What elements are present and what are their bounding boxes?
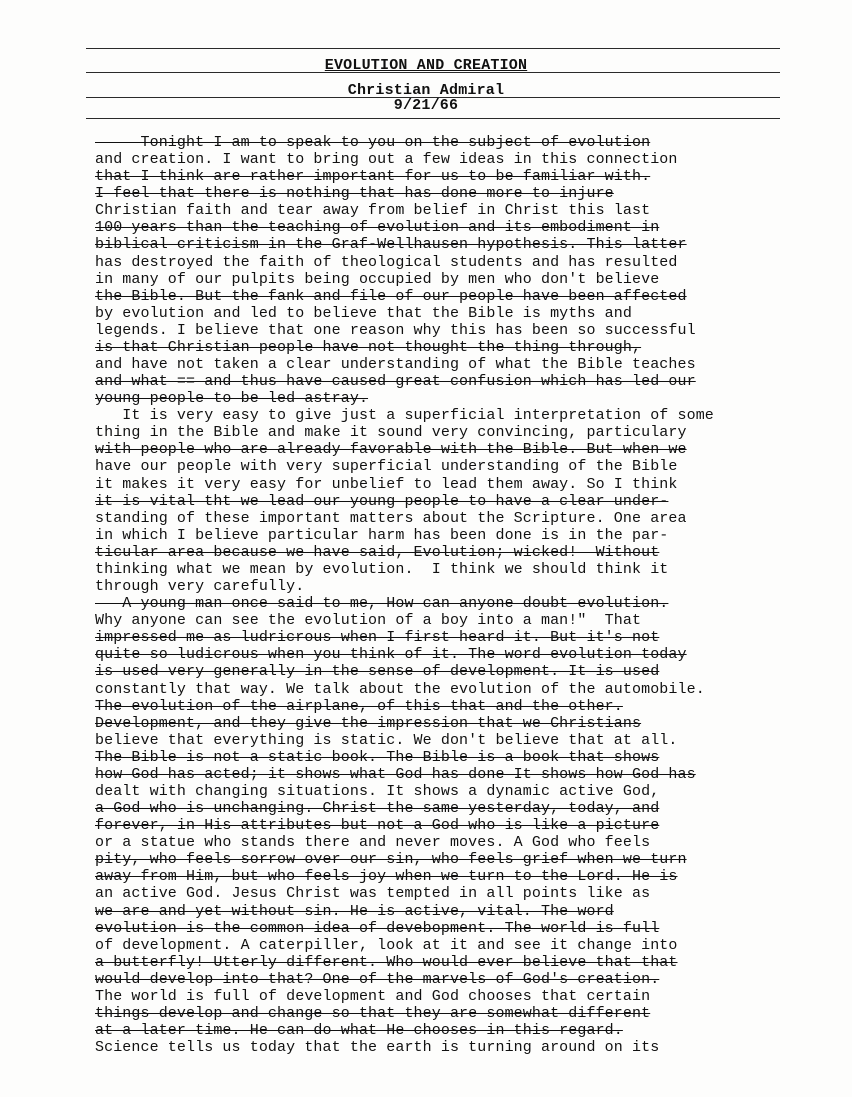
- text-line: I feel that there is nothing that has done more to injure: [95, 185, 614, 203]
- text-line: Science tells us today that the earth is turning around on its: [95, 1039, 660, 1057]
- ruled-line: [86, 48, 780, 49]
- text-line: believe that everything is static. We don't believe that at all.: [95, 731, 678, 749]
- text-line: it is vital tht we lead our young people to have a clear under-: [95, 492, 669, 510]
- text-line: constantly that way. We talk about the evolution of the automobile.: [95, 680, 705, 698]
- text-line: The Bible is not a static book. The Bible is a book that shows: [95, 748, 660, 766]
- text-line: at a later time. He can do what He chooses in this regard.: [95, 1022, 623, 1040]
- text-line: is that Christian people have not thought the thing through,: [95, 338, 642, 356]
- text-line: have our people with very superficial understanding of the Bible: [95, 458, 678, 476]
- text-line: evolution is the common idea of devebopment. The world is full: [95, 919, 660, 937]
- text-line: it makes it very easy for unbelief to lead them away. So I think: [95, 475, 678, 493]
- text-line: or a statue who stands there and never moves. A God who feels: [95, 834, 651, 852]
- text-line: has destroyed the faith of theological students and has resulted: [95, 253, 678, 271]
- text-line: that I think are rather important for us to be familiar with.: [95, 168, 651, 186]
- text-line: legends. I believe that one reason why this has been so successful: [95, 321, 696, 339]
- text-line: and creation. I want to bring out a few ideas in this connection: [95, 151, 678, 169]
- text-line: pity, who feels sorrow over our sin, who feels grief when we turn: [95, 851, 687, 869]
- text-line: The world is full of development and God chooses that certain: [95, 987, 651, 1005]
- text-line: in which I believe particular harm has been done is in the par-: [95, 526, 669, 544]
- document-body: [95, 134, 795, 1056]
- text-line: the Bible. But the fank and file of our people have been affected: [95, 287, 687, 305]
- text-line: by evolution and led to believe that the Bible is myths and: [95, 304, 632, 322]
- text-line: in many of our pulpits being occupied by men who don't believe: [95, 270, 660, 288]
- text-line: thing in the Bible and make it sound very convincing, particulary: [95, 424, 687, 442]
- text-line: away from Him, but who feels joy when we turn to the Lord. He is: [95, 868, 678, 886]
- text-line: biblical criticism in the Graf-Wellhausen hypothesis. This latter: [95, 236, 687, 254]
- text-line: a God who is unchanging. Christ the same yesterday, today, and: [95, 800, 660, 818]
- text-line: and have not taken a clear understanding of what the Bible teaches: [95, 356, 696, 374]
- text-line: an active God. Jesus Christ was tempted in all points like as: [95, 885, 651, 903]
- text-line: The evolution of the airplane, of this that and the other.: [95, 697, 623, 715]
- text-line: ticular area because we have said, Evolution; wicked! Without: [95, 543, 660, 561]
- text-line: with people who are already favorable with the Bible. But when we: [95, 441, 687, 459]
- document-title: EVOLUTION AND CREATION: [324, 57, 528, 74]
- ruled-line: [86, 118, 780, 119]
- text-line: is used very generally in the sense of development. It is used: [95, 663, 660, 681]
- text-line: would develop into that? One of the marvels of God's creation.: [95, 970, 660, 988]
- text-line: through very carefully.: [95, 578, 305, 596]
- text-line: Why anyone can see the evolution of a boy into a man!" That: [95, 612, 642, 630]
- text-line: how God has acted; it shows what God has done It shows how God has: [95, 765, 696, 783]
- text-line: and what == and thus have caused great confusion which has led our: [95, 373, 696, 391]
- text-line: thinking what we mean by evolution. I think we should think it: [95, 560, 669, 578]
- text-line: forever, in His attributes but not a God who is like a picture: [95, 817, 660, 835]
- text-line: impressed me as ludricrous when I first heard it. But it's not: [95, 629, 660, 647]
- text-line: dealt with changing situations. It shows a dynamic active God,: [95, 782, 660, 800]
- text-line: we are and yet without sin. He is active, vital. The word: [95, 902, 614, 920]
- text-line: a butterfly! Utterly different. Who would ever believe that that: [95, 953, 678, 971]
- text-line: of development. A caterpiller, look at it and see it change into: [95, 936, 678, 954]
- text-line: standing of these important matters about the Scripture. One area: [95, 509, 687, 527]
- document-date: 9/21/66: [393, 97, 459, 114]
- text-line: A young man once said to me, How can anyone doubt evolution.: [95, 595, 669, 613]
- text-line: things develop and change so that they are somewhat different: [95, 1004, 651, 1022]
- text-line: quite so ludicrous when you think of it. The word evolution today: [95, 646, 687, 664]
- text-line: Tonight I am to speak to you on the subject of evolution: [95, 134, 651, 151]
- text-line: 100 years than the teaching of evolution and its embodiment in: [95, 219, 660, 237]
- text-line: Christian faith and tear away from belief in Christ this last: [95, 202, 651, 220]
- text-line: young people to be led astray.: [95, 390, 369, 408]
- document-author: Christian Admiral: [347, 82, 505, 99]
- text-line: Development, and they give the impression that we Christians: [95, 714, 642, 732]
- text-line: It is very easy to give just a superficial interpretation of some: [95, 407, 714, 425]
